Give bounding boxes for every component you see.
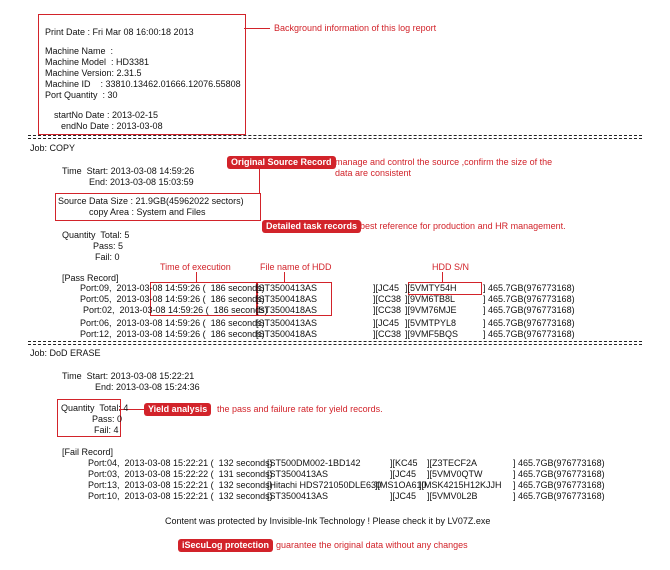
- table-row-file: [Hitachi HDS721050DLE630: [267, 480, 382, 490]
- table-row-sn: ][Z3TECF2A: [427, 458, 478, 468]
- table-row-port: Port:05, 2013-03-08 14:59:26 ( 186 seconds): [80, 294, 265, 304]
- machine-version: Machine Version: 2.31.5: [45, 68, 142, 78]
- table-row-jc: ][KC45: [390, 458, 418, 468]
- machine-model: Machine Model : HD3381: [45, 57, 150, 67]
- table-row-size: ] 465.7GB(976773168): [513, 491, 605, 501]
- sn-label-connector: [442, 272, 443, 282]
- machine-id: Machine ID : 33810.13462.01666.12076.55808: [45, 79, 241, 89]
- erase-qty-fail: Fail: 4: [94, 425, 119, 435]
- table-row-size: ] 465.7GB(976773168): [483, 329, 575, 339]
- table-row-sn: ][5VMTY54H: [405, 283, 457, 293]
- port-quantity: Port Quantity : 30: [45, 90, 118, 100]
- table-row-size: ] 465.7GB(976773168): [513, 469, 605, 479]
- table-row-jc: ][JC45: [373, 318, 400, 328]
- header-note-connector: [244, 28, 270, 29]
- yield-note: the pass and failure rate for yield records.: [217, 404, 383, 414]
- label-file-name: File name of HDD: [260, 262, 332, 272]
- print-date: Print Date : Fri Mar 08 16:00:18 2013: [45, 27, 194, 37]
- copy-qty-pass: Pass: 5: [93, 241, 124, 251]
- table-row-jc: ][CC38: [373, 294, 402, 304]
- table-row-sn: ][5VMTPYL8: [405, 318, 457, 328]
- protection-statement: Content was protected by Invisible-Ink Technology ! Please check it by LV07Z.exe: [165, 516, 491, 526]
- table-row-sn: ][9VM76MJE: [405, 305, 457, 315]
- table-row-sn: ][9VM6TB8L: [405, 294, 456, 304]
- source-badge-connector: [259, 169, 260, 193]
- table-row-file: [ST3500413AS: [267, 469, 329, 479]
- label-hdd-sn: HDD S/N: [432, 262, 470, 272]
- erase-job-title: Job: DoD ERASE: [30, 348, 101, 358]
- iseculog-badge: iSecuLog protection: [178, 539, 273, 552]
- table-row-sn: ][MSK4215H12KJJH: [419, 480, 502, 490]
- separator: [28, 135, 642, 137]
- table-row-port: Port:09, 2013-03-08 14:59:26 ( 186 seconds): [80, 283, 265, 293]
- table-row-jc: ][MS1OA610: [375, 480, 427, 490]
- task-records-badge: Detailed task records: [262, 220, 361, 233]
- table-row-file: [ST500DM002-1BD142: [267, 458, 361, 468]
- copy-area: copy Area : System and Files: [89, 207, 206, 217]
- source-note-line1: manage and control the source ,confirm the size of the: [335, 157, 553, 167]
- pass-record-title: [Pass Record]: [62, 273, 119, 283]
- source-data-size: Source Data Size : 21.9GB(45962022 sectors): [58, 196, 244, 206]
- table-row-file: [ST3500418AS: [256, 329, 318, 339]
- table-row-file: [ST3500418AS: [256, 305, 318, 315]
- table-row-size: ] 465.7GB(976773168): [513, 480, 605, 490]
- table-row-port: Port:04, 2013-03-08 15:22:21 ( 132 seconds): [88, 458, 273, 468]
- table-row-size: ] 465.7GB(976773168): [483, 318, 575, 328]
- table-row-sn: ][5VMV0L2B: [427, 491, 478, 501]
- table-row-size: ] 465.7GB(976773168): [483, 283, 575, 293]
- erase-qty-pass: Pass: 0: [92, 414, 123, 424]
- copy-time-start: Time Start: 2013-03-08 14:59:26: [62, 166, 195, 176]
- table-row-file: [ST3500413AS: [267, 491, 329, 501]
- end-no-date: endNo Date : 2013-03-08: [61, 121, 163, 131]
- table-row-port: Port:06, 2013-03-08 14:59:26 ( 186 seconds): [80, 318, 265, 328]
- table-row-file: [ST3500418AS: [256, 294, 318, 304]
- table-row-size: ] 465.7GB(976773168): [483, 305, 575, 315]
- copy-qty-fail: Fail: 0: [95, 252, 120, 262]
- fail-record-title: [Fail Record]: [62, 447, 114, 457]
- table-row-port: Port:02, 2013-03-08 14:59:26 ( 186 seconds): [83, 305, 268, 315]
- header-note: Background information of this log report: [274, 23, 437, 33]
- copy-qty-total: Quantity Total: 5: [62, 230, 130, 240]
- table-row-port: Port:13, 2013-03-08 15:22:21 ( 132 seconds): [88, 480, 273, 490]
- machine-name: Machine Name :: [45, 46, 114, 56]
- source-note-line2: data are consistent: [335, 168, 412, 178]
- time-label-connector: [196, 272, 197, 282]
- table-row-sn: ][5VMV0QTW: [427, 469, 483, 479]
- start-no-date: startNo Date : 2013-02-15: [54, 110, 159, 120]
- table-row-port: Port:10, 2013-03-08 15:22:21 ( 132 seconds): [88, 491, 273, 501]
- table-row-port: Port:03, 2013-03-08 15:22:22 ( 131 seconds): [88, 469, 273, 479]
- label-time-of-execution: Time of execution: [160, 262, 231, 272]
- copy-time-end: End: 2013-03-08 15:03:59: [89, 177, 194, 187]
- table-row-jc: ][JC45: [390, 469, 417, 479]
- table-row-jc: ][JC45: [373, 283, 400, 293]
- task-records-note: best reference for production and HR management.: [360, 221, 566, 231]
- table-row-jc: ][CC38: [373, 329, 402, 339]
- iseculog-note: guarantee the original data without any changes: [276, 540, 468, 550]
- table-row-file: [ST3500413AS: [256, 318, 318, 328]
- table-row-size: ] 465.7GB(976773168): [483, 294, 575, 304]
- separator: [28, 344, 642, 346]
- table-row-size: ] 465.7GB(976773168): [513, 458, 605, 468]
- table-row-sn: ][9VMF5BQS: [405, 329, 459, 339]
- file-label-connector: [284, 272, 285, 282]
- separator: [28, 341, 642, 343]
- table-row-file: [ST3500413AS: [256, 283, 318, 293]
- source-record-badge: Original Source Record: [227, 156, 336, 169]
- table-row-jc: ][CC38: [373, 305, 402, 315]
- table-row-port: Port:12, 2013-03-08 14:59:26 ( 186 seconds): [80, 329, 265, 339]
- erase-time-start: Time Start: 2013-03-08 15:22:21: [62, 371, 195, 381]
- separator: [28, 138, 642, 140]
- yield-analysis-badge: Yield analysis: [144, 403, 211, 416]
- erase-time-end: End: 2013-03-08 15:24:36: [95, 382, 200, 392]
- copy-job-title: Job: COPY: [30, 143, 76, 153]
- table-row-jc: ][JC45: [390, 491, 417, 501]
- erase-qty-total: Quantity Total: 4: [61, 403, 129, 413]
